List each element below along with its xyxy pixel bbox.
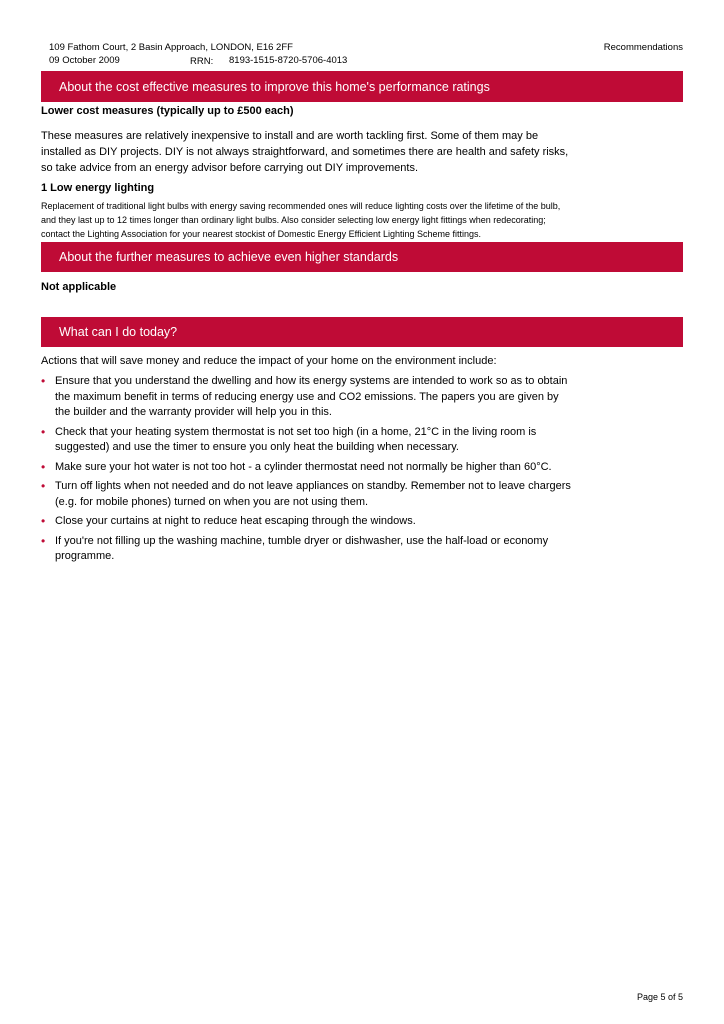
header-date: 09 October 2009: [49, 55, 120, 66]
header-address: 109 Fathom Court, 2 Basin Approach, LONDON, E16 2FF: [49, 42, 293, 53]
paragraph-line: installed as DIY projects. DIY is not always straightforward, and sometimes there are health and safety risks,: [41, 146, 569, 158]
lower-cost-subheading: Lower cost measures (typically up to £500 each): [41, 105, 294, 117]
list-item: [41, 425, 641, 456]
not-applicable-text: Not applicable: [41, 281, 117, 293]
list-item-line: the builder and the warranty provider will help you in this.: [55, 406, 332, 418]
description-line: Replacement of traditional light bulbs with energy saving recommended ones will reduce lighting costs over the lifetime of the bulb,: [41, 201, 561, 211]
bullet-icon: •: [41, 479, 46, 493]
actions-intro: Actions that will save money and reduce the impact of your home on the environment include:: [41, 355, 497, 367]
bullet-icon: •: [41, 514, 46, 528]
list-item-line: Make sure your hot water is not too hot - a cylinder thermostat need not normally be higher than 60°C.: [55, 460, 552, 473]
paragraph-line: so take advice from an energy advisor before carrying out DIY improvements.: [41, 162, 419, 174]
list-item-line: programme.: [55, 550, 115, 562]
lower-cost-paragraph: [41, 128, 641, 176]
list-item-line: the maximum benefit in terms of reducing energy use and CO2 emissions. The papers you are given by: [55, 390, 559, 403]
page-number: Page 5 of 5: [636, 992, 683, 1002]
list-item: [41, 479, 641, 510]
list-item-line: (e.g. for mobile phones) turned on when you are not using them.: [55, 495, 369, 508]
actions-list: [41, 374, 641, 569]
header-section-title: Recommendations: [603, 42, 683, 53]
bullet-icon: •: [41, 424, 46, 439]
bullet-icon: •: [41, 374, 46, 388]
list-item: [41, 460, 641, 476]
recommendation-description: [41, 199, 683, 241]
bullet-icon: •: [41, 459, 46, 474]
list-item: [41, 534, 641, 565]
what-can-i-do-banner: What can I do today?: [41, 317, 683, 347]
list-item: [41, 514, 641, 530]
further-measures-banner: About the further measures to achieve even higher standards: [41, 242, 683, 272]
header-rrn-label: RRN:: [190, 56, 214, 67]
list-item-line: Turn off lights when not needed and do not leave appliances on standby. Remember not to leave chargers: [55, 480, 571, 492]
description-line: and they last up to 12 times longer than ordinary light bulbs. Also consider selecting low energy light fittings when redecorating;: [41, 215, 546, 225]
list-item: [41, 374, 641, 421]
list-item-line: suggested) and use the timer to ensure you only heat the building when necessary.: [55, 441, 459, 453]
description-line: contact the Lighting Association for your nearest stockist of Domestic Energy Efficient Lighting Scheme fittings.: [41, 229, 482, 239]
list-item-line: Close your curtains at night to reduce heat escaping through the windows.: [55, 515, 416, 527]
list-item-line: Ensure that you understand the dwelling and how its energy systems are intended to work so as to obtain: [55, 375, 568, 387]
list-item-line: Check that your heating system thermostat is not set too high (in a home, 21°C in the living room is: [55, 425, 537, 438]
header-rrn-value: 8193-1515-8720-5706-4013: [229, 55, 348, 66]
bullet-icon: •: [41, 533, 46, 548]
list-item-line: If you're not filling up the washing machine, tumble dryer or dishwasher, use the half-load or economy: [55, 534, 549, 547]
recommendation-title: 1 Low energy lighting: [41, 182, 155, 194]
cost-effective-measures-banner: About the cost effective measures to improve this home's performance ratings: [41, 71, 683, 102]
paragraph-line: These measures are relatively inexpensive to install and are worth tackling first. Some of them may be: [41, 130, 539, 142]
